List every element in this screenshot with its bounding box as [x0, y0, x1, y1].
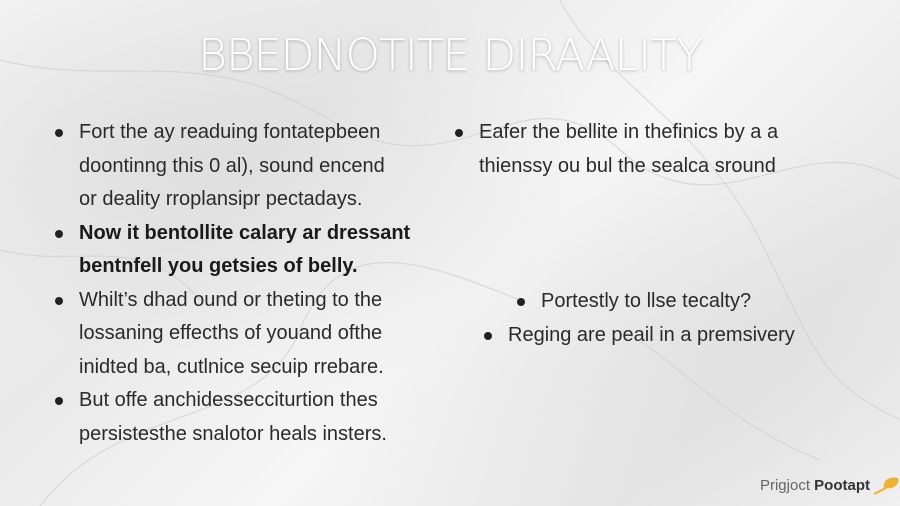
bullet-line: Reging are peail in a premsivery	[508, 323, 795, 346]
footer-brand	[760, 477, 870, 494]
bullet-line: But offe anchidessecciturtion thes	[79, 389, 378, 411]
right-top-bullet-list	[452, 116, 778, 183]
bullet-item	[481, 285, 795, 319]
bullet-line: Now it bentollite calary ar dressant	[79, 221, 411, 244]
bullet-line: persistesthe snalotor heals insters.	[79, 422, 387, 445]
slide-title: BBEDNOTITE DIRAALITY	[198, 30, 702, 81]
bullet-item	[52, 116, 410, 217]
footer-word: Pootapt	[814, 477, 870, 494]
bullet-line: Whilt’s dhad ound or theting to the	[79, 288, 383, 311]
bullet-line: Eafer the bellite in thefinics by a a	[479, 121, 779, 143]
bullet-item	[52, 217, 410, 284]
logo-icon	[872, 474, 900, 496]
bullet-line: bentnfell you getsies of belly.	[79, 255, 358, 277]
bullet-line: Fort the ay readuing fontatepbeen	[79, 121, 381, 143]
right-bottom-bullet-list	[481, 285, 795, 352]
bullet-item	[52, 284, 410, 385]
bullet-line: doontinng this 0 al), sound encend	[79, 154, 385, 177]
bullet-line: Portestly to llse tecalty?	[541, 290, 752, 312]
bullet-line: inidted ba, cutlnice secuip rrebare.	[79, 355, 384, 378]
bullet-line: thienssy ou bul the sealca sround	[479, 154, 776, 177]
left-bullet-list	[52, 116, 410, 451]
bullet-item	[452, 116, 778, 183]
bullet-item	[481, 319, 795, 353]
bullet-line: or deality rroplansipr pectadays.	[79, 188, 363, 210]
footer-word: Prigjoct	[759, 477, 810, 494]
bullet-item	[52, 384, 410, 451]
bullet-line: lossaning effecths of youand ofthe	[79, 322, 383, 344]
